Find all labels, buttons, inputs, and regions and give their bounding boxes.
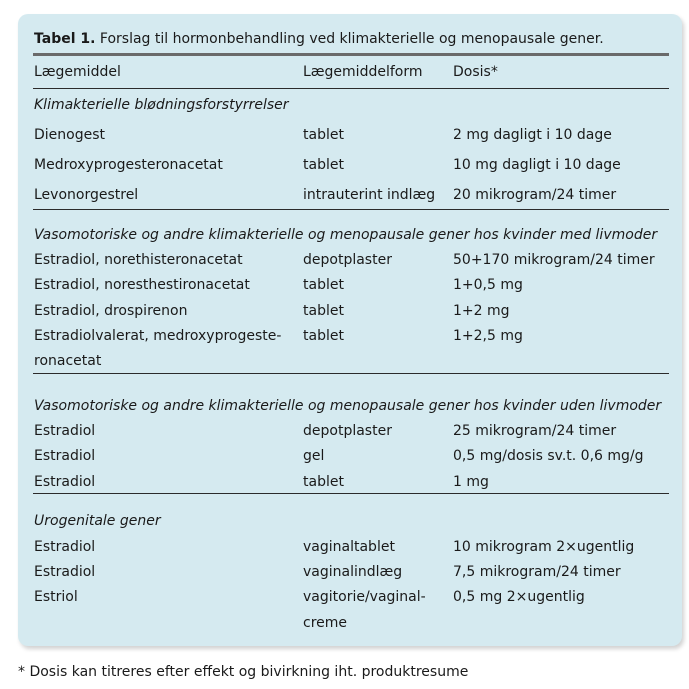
section-title: Vasomotoriske og andre klimakterielle og menopausale gener hos kvinder med livmoder (34, 227, 658, 243)
table-cell: Estradiol, noresthestironacetat (34, 277, 250, 293)
table-cell: ronacetat (34, 353, 102, 369)
table-cell: tablet (303, 127, 344, 143)
table-cell: 1+2,5 mg (453, 328, 523, 344)
footnote: * Dosis kan titreres efter effekt og bivirkning iht. produktresume (18, 664, 469, 680)
table-cell: Estradiol (34, 448, 96, 464)
table-cell: tablet (303, 474, 344, 490)
table-cell: tablet (303, 277, 344, 293)
table-cell: Estradiol (34, 564, 96, 580)
column-header-dose: Dosis* (453, 64, 498, 80)
section-divider (33, 493, 669, 494)
table-cell: vagitorie/vaginal- (303, 589, 426, 605)
table-cell: vaginalindlæg (303, 564, 403, 580)
section-title: Klimakterielle blødningsforstyrrelser (34, 97, 289, 113)
table-cell: Medroxyprogesteronacetat (34, 157, 223, 173)
table-cell: 50+170 mikrogram/24 timer (453, 252, 655, 268)
table-cell: Estradiolvalerat, medroxyprogeste- (34, 328, 282, 344)
table-cell: 10 mikrogram 2×ugentlig (453, 539, 635, 555)
table-cell: tablet (303, 328, 344, 344)
table-cell: 0,5 mg 2×ugentlig (453, 589, 585, 605)
table-cell: Dienogest (34, 127, 106, 143)
header-bottom-rule (33, 88, 669, 89)
section-title: Vasomotoriske og andre klimakterielle og menopausale gener hos kvinder uden livmoder (34, 398, 662, 414)
table-cell: Estriol (34, 589, 78, 605)
table-cell: vaginaltablet (303, 539, 395, 555)
column-header-form: Lægemiddelform (303, 64, 423, 80)
table-cell: intrauterint indlæg (303, 187, 436, 203)
table-cell: Estradiol (34, 539, 96, 555)
table-cell: Estradiol (34, 423, 96, 439)
section-divider (33, 373, 669, 374)
table-cell: Estradiol (34, 474, 96, 490)
section-divider (33, 209, 669, 210)
table-cell: tablet (303, 157, 344, 173)
header-top-rule (33, 53, 669, 56)
table-cell: creme (303, 615, 348, 631)
caption-text: Forslag til hormonbehandling ved klimakterielle og menopausale gener. (99, 31, 604, 47)
table-cell: 1+0,5 mg (453, 277, 523, 293)
table-cell: Estradiol, norethisteronacetat (34, 252, 243, 268)
table-cell: 2 mg dagligt i 10 dage (453, 127, 612, 143)
table-cell: 20 mikrogram/24 timer (453, 187, 617, 203)
table-cell: depotplaster (303, 423, 392, 439)
table-caption (34, 30, 604, 48)
table-cell: depotplaster (303, 252, 392, 268)
table-panel (18, 14, 682, 646)
caption-label: Tabel 1. (34, 31, 96, 47)
table-cell: 7,5 mikrogram/24 timer (453, 564, 621, 580)
table-cell: tablet (303, 303, 344, 319)
table-cell: 1+2 mg (453, 303, 510, 319)
column-header-drug: Lægemiddel (34, 64, 121, 80)
table-cell: gel (303, 448, 325, 464)
table-cell: 25 mikrogram/24 timer (453, 423, 617, 439)
table-cell: 0,5 mg/dosis sv.t. 0,6 mg/g (453, 448, 644, 464)
table-cell: 1 mg (453, 474, 489, 490)
section-title: Urogenitale gener (34, 513, 161, 529)
table-cell: Levonorgestrel (34, 187, 139, 203)
table-cell: Estradiol, drospirenon (34, 303, 188, 319)
table-cell: 10 mg dagligt i 10 dage (453, 157, 621, 173)
